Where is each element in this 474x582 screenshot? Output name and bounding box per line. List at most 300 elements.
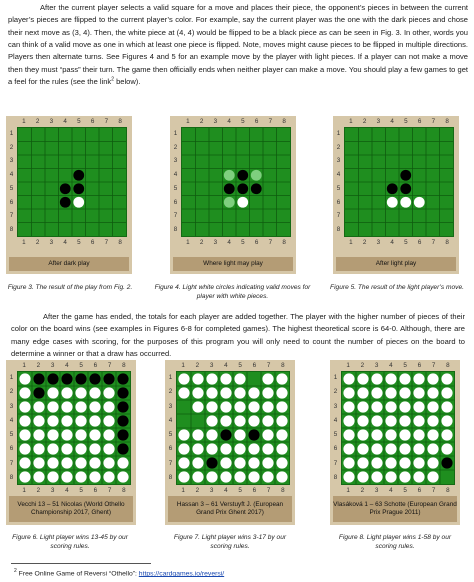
light-piece <box>441 387 452 398</box>
light-piece <box>192 373 203 384</box>
column-label: 1 <box>186 239 190 246</box>
light-piece <box>206 415 217 426</box>
light-piece <box>441 429 452 440</box>
light-piece <box>399 443 410 454</box>
column-label: 8 <box>118 239 122 246</box>
row-label: 2 <box>168 388 173 396</box>
column-label: 2 <box>195 362 200 369</box>
light-piece <box>61 457 72 468</box>
light-piece <box>441 373 452 384</box>
row-label: 4 <box>333 416 338 424</box>
light-piece <box>178 471 189 482</box>
column-label: 4 <box>65 362 69 369</box>
column-label: 8 <box>281 362 285 369</box>
column-label: 8 <box>281 487 285 494</box>
column-label: 1 <box>22 362 26 369</box>
light-piece <box>220 401 231 412</box>
row-label: 5 <box>168 431 173 439</box>
row-label: 8 <box>336 226 341 234</box>
light-piece <box>427 387 438 398</box>
light-piece <box>248 443 259 454</box>
light-piece <box>371 401 382 412</box>
light-piece <box>414 197 425 208</box>
light-piece <box>357 443 368 454</box>
light-piece <box>248 415 259 426</box>
light-piece <box>178 373 189 384</box>
column-label: 5 <box>403 487 407 494</box>
light-piece <box>371 387 382 398</box>
light-piece <box>47 401 58 412</box>
board-caption-bar: After light play <box>336 257 456 271</box>
column-label: 2 <box>199 118 204 125</box>
light-piece <box>19 443 30 454</box>
row-label: 5 <box>173 184 178 192</box>
column-label: 4 <box>390 239 394 246</box>
light-piece <box>276 471 287 482</box>
light-piece <box>248 387 259 398</box>
column-label: 8 <box>282 118 286 125</box>
row-label: 8 <box>173 226 178 234</box>
light-piece <box>399 471 410 482</box>
column-label: 6 <box>90 239 95 246</box>
light-piece <box>357 387 368 398</box>
column-label: 4 <box>389 362 393 369</box>
column-label: 2 <box>360 362 365 369</box>
light-piece <box>192 471 203 482</box>
row-label: 7 <box>168 459 173 467</box>
light-piece <box>33 401 44 412</box>
row-label: 3 <box>9 402 14 410</box>
light-piece <box>192 457 203 468</box>
dark-piece <box>117 415 128 426</box>
light-piece <box>206 373 217 384</box>
column-label: 8 <box>446 487 450 494</box>
column-label: 3 <box>50 362 55 369</box>
dark-piece <box>117 387 128 398</box>
column-label: 7 <box>431 118 436 125</box>
light-piece <box>441 415 452 426</box>
light-piece <box>371 373 382 384</box>
column-labels-top <box>344 118 454 125</box>
light-piece <box>385 387 396 398</box>
column-label: 5 <box>404 118 408 125</box>
column-labels-bottom <box>344 239 454 246</box>
row-label: 5 <box>9 184 14 192</box>
footnote: $^2$ Free Online Game of Reversi “Othello”: https://cardgames.io/reversi/ <box>14 568 225 578</box>
board-grid <box>341 371 455 485</box>
board-figure-3 <box>6 116 132 274</box>
light-piece <box>234 373 245 384</box>
dark-piece <box>117 401 128 412</box>
row-label: 6 <box>9 445 14 453</box>
row-label: 5 <box>9 431 14 439</box>
light-piece <box>399 387 410 398</box>
light-piece <box>234 401 245 412</box>
column-label: 1 <box>346 487 350 494</box>
column-label: 1 <box>186 118 190 125</box>
light-piece <box>19 429 30 440</box>
light-piece <box>234 443 245 454</box>
light-piece <box>427 401 438 412</box>
light-piece <box>89 401 100 412</box>
caption-figure-5: Figure 5. The result of the light player’s move. <box>330 284 464 291</box>
light-piece <box>262 429 273 440</box>
light-piece <box>276 429 287 440</box>
light-piece <box>399 457 410 468</box>
row-label: 4 <box>9 171 14 179</box>
light-piece <box>427 429 438 440</box>
board-figure-5 <box>333 116 459 274</box>
row-label: 4 <box>173 171 178 179</box>
column-label: 2 <box>36 362 41 369</box>
light-piece <box>413 401 424 412</box>
light-piece <box>75 415 86 426</box>
light-piece <box>427 443 438 454</box>
light-piece <box>192 443 203 454</box>
row-label: 7 <box>9 459 14 467</box>
column-label: 1 <box>22 239 26 246</box>
light-piece <box>33 443 44 454</box>
dark-piece <box>400 170 411 181</box>
column-label: 7 <box>431 239 436 246</box>
column-label: 1 <box>181 362 185 369</box>
dark-piece <box>47 373 58 384</box>
light-piece <box>262 457 273 468</box>
column-label: 8 <box>122 487 126 494</box>
light-piece <box>427 457 438 468</box>
light-piece <box>413 373 424 384</box>
column-label: 3 <box>374 362 379 369</box>
light-piece <box>276 387 287 398</box>
row-label: 8 <box>168 473 173 481</box>
dark-piece <box>251 183 262 194</box>
dark-piece <box>103 373 114 384</box>
light-piece <box>61 401 72 412</box>
column-label: 1 <box>22 487 26 494</box>
column-label: 3 <box>213 118 218 125</box>
column-label: 5 <box>77 239 81 246</box>
light-piece <box>427 415 438 426</box>
column-label: 6 <box>254 118 259 125</box>
light-piece <box>343 373 354 384</box>
light-piece <box>262 415 273 426</box>
column-labels-top <box>176 362 290 369</box>
row-label: 8 <box>333 473 338 481</box>
light-piece <box>61 415 72 426</box>
light-piece <box>19 457 30 468</box>
column-label: 3 <box>376 118 381 125</box>
light-piece <box>399 429 410 440</box>
dark-piece <box>61 373 72 384</box>
column-label: 7 <box>431 487 436 494</box>
light-piece <box>234 415 245 426</box>
row-label: 8 <box>9 473 14 481</box>
row-label: 7 <box>173 212 178 220</box>
light-piece <box>103 401 114 412</box>
light-piece <box>276 401 287 412</box>
column-label: 7 <box>266 362 271 369</box>
column-label: 5 <box>238 362 242 369</box>
caption-figure-8: Figure 8. Light player wins 1-58 by our scoring rules. <box>338 534 452 550</box>
row-label: 5 <box>336 184 341 192</box>
dark-piece <box>206 457 217 468</box>
row-label: 1 <box>168 374 173 382</box>
valid-move-hint <box>224 197 235 208</box>
light-piece <box>103 457 114 468</box>
board-grid <box>181 127 291 237</box>
light-piece <box>413 429 424 440</box>
light-piece <box>343 429 354 440</box>
board-caption-bar: After dark play <box>9 257 129 271</box>
column-labels-bottom <box>17 487 131 494</box>
column-label: 8 <box>445 239 449 246</box>
dark-piece <box>387 183 398 194</box>
light-piece <box>192 401 203 412</box>
dark-piece <box>220 429 231 440</box>
column-label: 7 <box>431 362 436 369</box>
column-label: 8 <box>122 362 126 369</box>
light-piece <box>75 471 86 482</box>
row-label: 6 <box>333 445 338 453</box>
light-piece <box>206 429 217 440</box>
column-labels-bottom <box>176 487 290 494</box>
column-labels-bottom <box>341 487 455 494</box>
light-piece <box>357 401 368 412</box>
row-label: 2 <box>333 388 338 396</box>
row-label: 6 <box>173 198 178 206</box>
column-label: 3 <box>49 239 54 246</box>
row-label: 7 <box>333 459 338 467</box>
column-label: 7 <box>107 362 112 369</box>
light-piece <box>357 373 368 384</box>
light-piece <box>206 401 217 412</box>
column-label: 6 <box>93 362 98 369</box>
column-label: 6 <box>252 487 257 494</box>
row-label: 2 <box>9 143 14 151</box>
column-label: 2 <box>360 487 365 494</box>
row-label: 6 <box>336 198 341 206</box>
valid-move-hint <box>224 170 235 181</box>
light-piece <box>385 401 396 412</box>
light-piece <box>220 373 231 384</box>
row-label: 4 <box>336 171 341 179</box>
light-piece <box>387 197 398 208</box>
board-figure-6 <box>6 360 136 525</box>
light-piece <box>89 415 100 426</box>
footnote-divider <box>11 563 151 564</box>
board-caption-bar: Vecchi 13 – 51 Nicolas (World Othello Championship 2017, Ghent) <box>9 496 133 522</box>
column-label: 4 <box>227 118 231 125</box>
light-piece <box>441 443 452 454</box>
light-piece <box>19 387 30 398</box>
light-piece <box>103 429 114 440</box>
column-label: 3 <box>213 239 218 246</box>
caption-figure-7: Figure 7. Light player wins 3-17 by our scoring rules. <box>173 534 287 550</box>
board-caption-bar: Vlasáková 1 – 63 Schotte (European Grand Prix Prague 2011) <box>333 496 457 522</box>
board-caption-bar: Where light may play <box>173 257 293 271</box>
board-caption-bar: Hassan 3 – 61 Verstuyft J. (European Grand Prix Ghent 2017) <box>168 496 292 522</box>
light-piece <box>371 471 382 482</box>
dark-piece <box>75 373 86 384</box>
dark-piece <box>33 373 44 384</box>
light-piece <box>33 457 44 468</box>
light-piece <box>206 387 217 398</box>
dark-piece <box>441 457 452 468</box>
light-piece <box>103 387 114 398</box>
row-label: 7 <box>336 212 341 220</box>
row-label: 5 <box>333 431 338 439</box>
light-piece <box>47 457 58 468</box>
row-label: 3 <box>173 157 178 165</box>
light-piece <box>47 429 58 440</box>
light-piece <box>75 443 86 454</box>
dark-piece <box>60 183 71 194</box>
dark-piece <box>237 170 248 181</box>
light-piece <box>75 429 86 440</box>
caption-figure-3: Figure 3. The result of the play from Fig. 2. <box>7 284 133 291</box>
dark-piece <box>400 183 411 194</box>
light-piece <box>89 443 100 454</box>
light-piece <box>427 471 438 482</box>
column-label: 3 <box>49 118 54 125</box>
column-label: 4 <box>224 362 228 369</box>
column-labels-bottom <box>181 239 291 246</box>
light-piece <box>47 471 58 482</box>
light-piece <box>47 443 58 454</box>
light-piece <box>371 415 382 426</box>
light-piece <box>413 443 424 454</box>
light-piece <box>220 387 231 398</box>
column-label: 2 <box>362 239 367 246</box>
column-label: 4 <box>227 239 231 246</box>
column-label: 3 <box>374 487 379 494</box>
column-label: 3 <box>376 239 381 246</box>
row-label: 7 <box>9 212 14 220</box>
light-piece <box>385 429 396 440</box>
dark-piece <box>117 373 128 384</box>
light-piece <box>343 471 354 482</box>
column-label: 6 <box>417 362 422 369</box>
column-label: 2 <box>36 487 41 494</box>
light-piece <box>234 429 245 440</box>
light-piece <box>262 401 273 412</box>
light-piece <box>19 401 30 412</box>
column-label: 4 <box>65 487 69 494</box>
dark-piece <box>33 387 44 398</box>
column-label: 2 <box>362 118 367 125</box>
column-label: 5 <box>241 118 245 125</box>
column-label: 2 <box>199 239 204 246</box>
light-piece <box>248 457 259 468</box>
light-piece <box>371 457 382 468</box>
light-piece <box>192 387 203 398</box>
light-piece <box>262 387 273 398</box>
light-piece <box>75 401 86 412</box>
column-label: 8 <box>118 118 122 125</box>
light-piece <box>178 387 189 398</box>
light-piece <box>220 443 231 454</box>
valid-move-hint <box>251 170 262 181</box>
row-label: 3 <box>333 402 338 410</box>
light-piece <box>220 457 231 468</box>
light-piece <box>276 443 287 454</box>
column-label: 3 <box>209 487 214 494</box>
column-label: 6 <box>90 118 95 125</box>
board-grid <box>17 371 131 485</box>
light-piece <box>276 415 287 426</box>
row-label: 1 <box>173 129 178 137</box>
light-piece <box>178 429 189 440</box>
column-label: 6 <box>417 239 422 246</box>
light-piece <box>19 471 30 482</box>
row-label: 1 <box>9 374 14 382</box>
column-label: 4 <box>63 239 67 246</box>
light-piece <box>117 457 128 468</box>
light-piece <box>89 387 100 398</box>
board-figure-8 <box>330 360 460 525</box>
light-piece <box>262 443 273 454</box>
light-piece <box>385 443 396 454</box>
column-label: 7 <box>107 487 112 494</box>
column-label: 5 <box>79 362 83 369</box>
light-piece <box>19 373 30 384</box>
light-piece <box>220 471 231 482</box>
column-label: 7 <box>268 239 273 246</box>
column-label: 1 <box>349 118 353 125</box>
light-piece <box>262 471 273 482</box>
column-label: 8 <box>445 118 449 125</box>
column-label: 4 <box>224 487 228 494</box>
column-label: 1 <box>22 118 26 125</box>
light-piece <box>47 387 58 398</box>
column-label: 6 <box>254 239 259 246</box>
column-label: 2 <box>35 239 40 246</box>
light-piece <box>248 471 259 482</box>
light-piece <box>399 373 410 384</box>
light-piece <box>178 457 189 468</box>
dark-piece <box>117 429 128 440</box>
row-label: 2 <box>9 388 14 396</box>
board-grid <box>344 127 454 237</box>
column-label: 8 <box>282 239 286 246</box>
light-piece <box>178 443 189 454</box>
column-label: 7 <box>266 487 271 494</box>
light-piece <box>385 471 396 482</box>
light-piece <box>385 415 396 426</box>
light-piece <box>343 387 354 398</box>
light-piece <box>117 471 128 482</box>
column-label: 7 <box>104 239 109 246</box>
row-label: 6 <box>168 445 173 453</box>
column-label: 5 <box>241 239 245 246</box>
light-piece <box>73 197 84 208</box>
column-labels-top <box>341 362 455 369</box>
light-piece <box>89 457 100 468</box>
row-label: 8 <box>9 226 14 234</box>
light-piece <box>385 373 396 384</box>
light-piece <box>89 429 100 440</box>
column-label: 5 <box>77 118 81 125</box>
column-label: 4 <box>390 118 394 125</box>
light-piece <box>206 471 217 482</box>
row-label: 3 <box>168 402 173 410</box>
dark-piece <box>248 429 259 440</box>
reversi-link[interactable]: https://cardgames.io/reversi/ <box>138 570 225 578</box>
light-piece <box>75 387 86 398</box>
column-label: 2 <box>35 118 40 125</box>
light-piece <box>19 415 30 426</box>
light-piece <box>206 443 217 454</box>
